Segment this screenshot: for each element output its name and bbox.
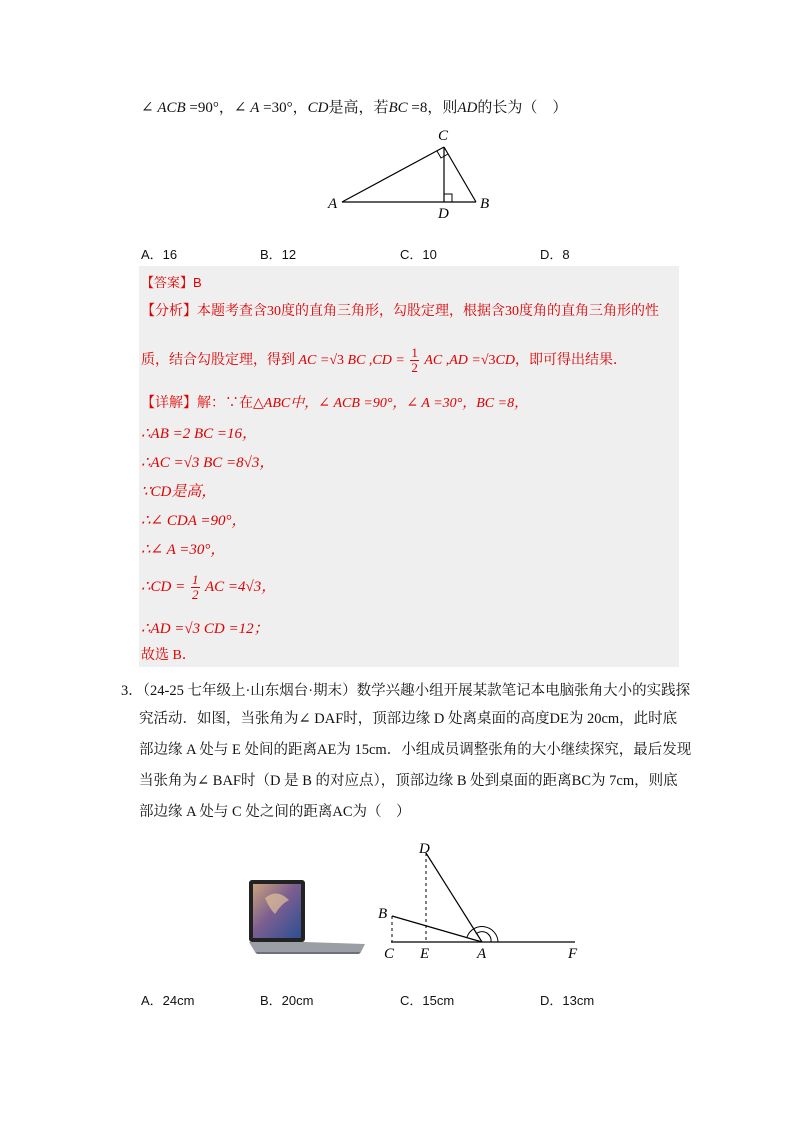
right-angle-d [444, 194, 452, 202]
q3-line-3: 部边缘 A 处与 E 处间的距离AE为 15cm．小组成员调整张角的大小继续探究，最后发现 [139, 742, 692, 758]
label-a: A [477, 946, 487, 962]
q3-line-1: 3．（24-25 七年级上·山东烟台·期末）数学兴趣小组开展某款笔记本电脑张角大小的实践探 [121, 683, 691, 699]
angle-figure [375, 838, 585, 963]
answer-label: 【答案】B [141, 275, 202, 290]
q3-option-a[interactable]: A．24cm [141, 993, 195, 1008]
analysis-text: 质，结合勾股定理，得到 [141, 353, 295, 368]
q2-option-b[interactable]: B．12 [260, 247, 297, 262]
stem-part: 的长为（ ） [477, 100, 568, 116]
q2-stem [141, 97, 567, 119]
analysis-formula: AC ,AD = [424, 353, 481, 368]
q3-option-c[interactable]: C．15cm [400, 993, 455, 1008]
label-d: D [419, 841, 430, 857]
q2-option-c[interactable]: C．10 [400, 247, 437, 262]
label-b: B [378, 906, 388, 922]
q3-line-4: 当张角为∠ BAF时（D 是 B 的对应点），顶部边缘 B 处到桌面的距离BC为 7cm，则底 [139, 773, 678, 789]
analysis-text: 本题考查含30度的直角三角形，勾股定理，根据含30度角的直角三角形的性 [197, 304, 659, 319]
frac-num: 1 [192, 572, 199, 588]
stem-part: ACB [157, 100, 186, 116]
label-c: C [384, 946, 395, 962]
stem-part: BC [388, 100, 408, 116]
q3-line-5: 部边缘 A 处与 C 处之间的距离AC为（ ） [139, 804, 411, 820]
laptop-image [245, 878, 370, 958]
analysis-sqrt: √3 [480, 353, 496, 368]
laptop-base [249, 942, 365, 952]
q2-option-a[interactable]: A．16 [141, 247, 178, 262]
label-f: F [568, 946, 578, 962]
step-text: AC =4√3， [205, 579, 277, 595]
stem-part: =30°， [259, 100, 308, 116]
q2-option-d[interactable]: D．8 [540, 247, 570, 262]
frac-den: 2 [411, 360, 418, 376]
angle-arc-large [467, 927, 498, 942]
detail-text: 解：∵在 [197, 396, 253, 411]
final-answer: 故选 B． [141, 648, 196, 663]
analysis-line-1 [141, 301, 659, 323]
triangle-figure [320, 125, 500, 225]
label-e: E [420, 946, 430, 962]
analysis-formula: AC = [298, 353, 330, 368]
detail-step-ad: ∴AD =√3 CD =12； [141, 621, 269, 637]
analysis-fraction [410, 346, 419, 375]
detail-step-3: ∵CD是高， [141, 484, 217, 500]
detail-text: △ABC中， [253, 396, 319, 411]
detail-step-4: ∴∠ CDA =90°， [141, 513, 247, 529]
analysis-formula: CD [495, 353, 515, 368]
frac-den: 2 [192, 587, 199, 603]
analysis-formula: BC ,CD = [347, 353, 405, 368]
stem-part: 是高，若 [328, 100, 389, 116]
frac-num: 1 [411, 345, 418, 361]
detail-step-cd [141, 572, 276, 602]
analysis-sqrt: √3 [329, 353, 345, 368]
analysis-line-2 [141, 346, 627, 376]
laptop-screen [253, 884, 301, 938]
label-b: B [480, 196, 490, 212]
label-a: A [328, 196, 338, 212]
label-d: D [438, 206, 449, 222]
detail-text: ∠ ACB =90°，∠ A =30°，BC =8， [318, 396, 529, 411]
stem-part: ∠ [141, 100, 158, 116]
stem-part: A [250, 100, 260, 116]
stem-part: AD [457, 100, 478, 116]
detail-step-2: ∴AC =√3 BC =8√3， [141, 455, 275, 471]
q3-option-b[interactable]: B．20cm [260, 993, 314, 1008]
q3-line-2: 究活动．如图，当张角为∠ DAF时，顶部边缘 D 处离桌面的高度DE为 20cm，此时底 [139, 711, 678, 727]
label-c: C [438, 128, 449, 144]
stem-part: CD [307, 100, 329, 116]
analysis-head: 【分析】 [141, 304, 197, 319]
stem-part: =8，则 [407, 100, 458, 116]
detail-step-5: ∴∠ A =30°， [141, 542, 226, 558]
q3-option-d[interactable]: D．13cm [540, 993, 595, 1008]
laptop-base-edge [255, 952, 361, 954]
detail-line-1 [141, 393, 528, 415]
stem-part: =90°，∠ [185, 100, 251, 116]
side-ac [342, 147, 444, 202]
step-text: ∴CD = [141, 579, 186, 595]
step-fraction [191, 573, 200, 602]
analysis-text: ，即可得出结果． [514, 353, 627, 368]
detail-step-1: ∴AB =2 BC =16， [141, 426, 258, 442]
detail-head: 【详解】 [141, 396, 197, 411]
